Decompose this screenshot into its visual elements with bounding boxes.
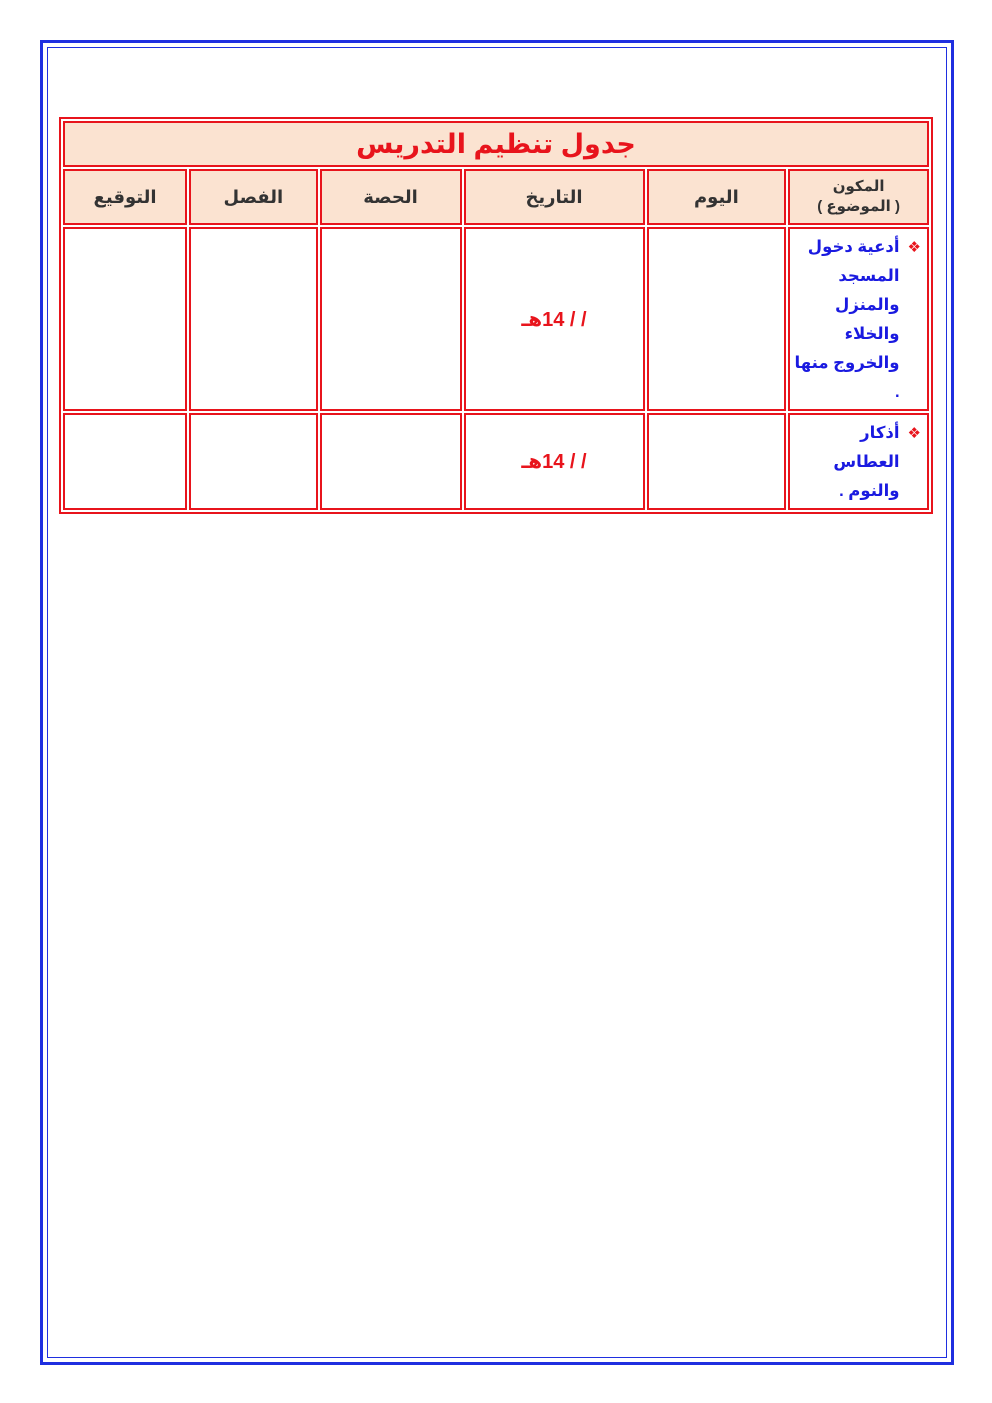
diamond-cross-icon: ❖ [907, 239, 921, 256]
header-topic-label: المكون [832, 178, 885, 195]
header-day: اليوم [647, 169, 787, 225]
header-topic [788, 169, 929, 225]
day-cell [647, 413, 787, 510]
date-cell: / / 14هـ [464, 227, 645, 411]
date-cell: / / 14هـ [464, 413, 645, 510]
period-cell [320, 413, 462, 510]
class-cell [189, 413, 318, 510]
topic-text: أذكار العطاس والنوم . [833, 424, 900, 500]
topic-cell [788, 413, 929, 510]
header-date: التاريخ [464, 169, 645, 225]
day-cell [647, 227, 787, 411]
diamond-cross-icon: ❖ [907, 425, 921, 442]
period-cell [320, 227, 462, 411]
topic-text: أدعية دخول المسجد والمنزل والخلاء والخروج منها . [794, 238, 900, 401]
header-class: الفصل [189, 169, 318, 225]
header-topic-sublabel: ( الموضوع ) [817, 198, 900, 215]
table-row [63, 413, 929, 510]
table-title: جدول تنظيم التدريس [63, 121, 929, 167]
teaching-schedule-table [59, 117, 933, 514]
header-period: الحصة [320, 169, 462, 225]
header-signature: التوقيع [63, 169, 187, 225]
topic-cell [788, 227, 929, 411]
table-row [63, 227, 929, 411]
signature-cell [63, 227, 187, 411]
class-cell [189, 227, 318, 411]
signature-cell [63, 413, 187, 510]
